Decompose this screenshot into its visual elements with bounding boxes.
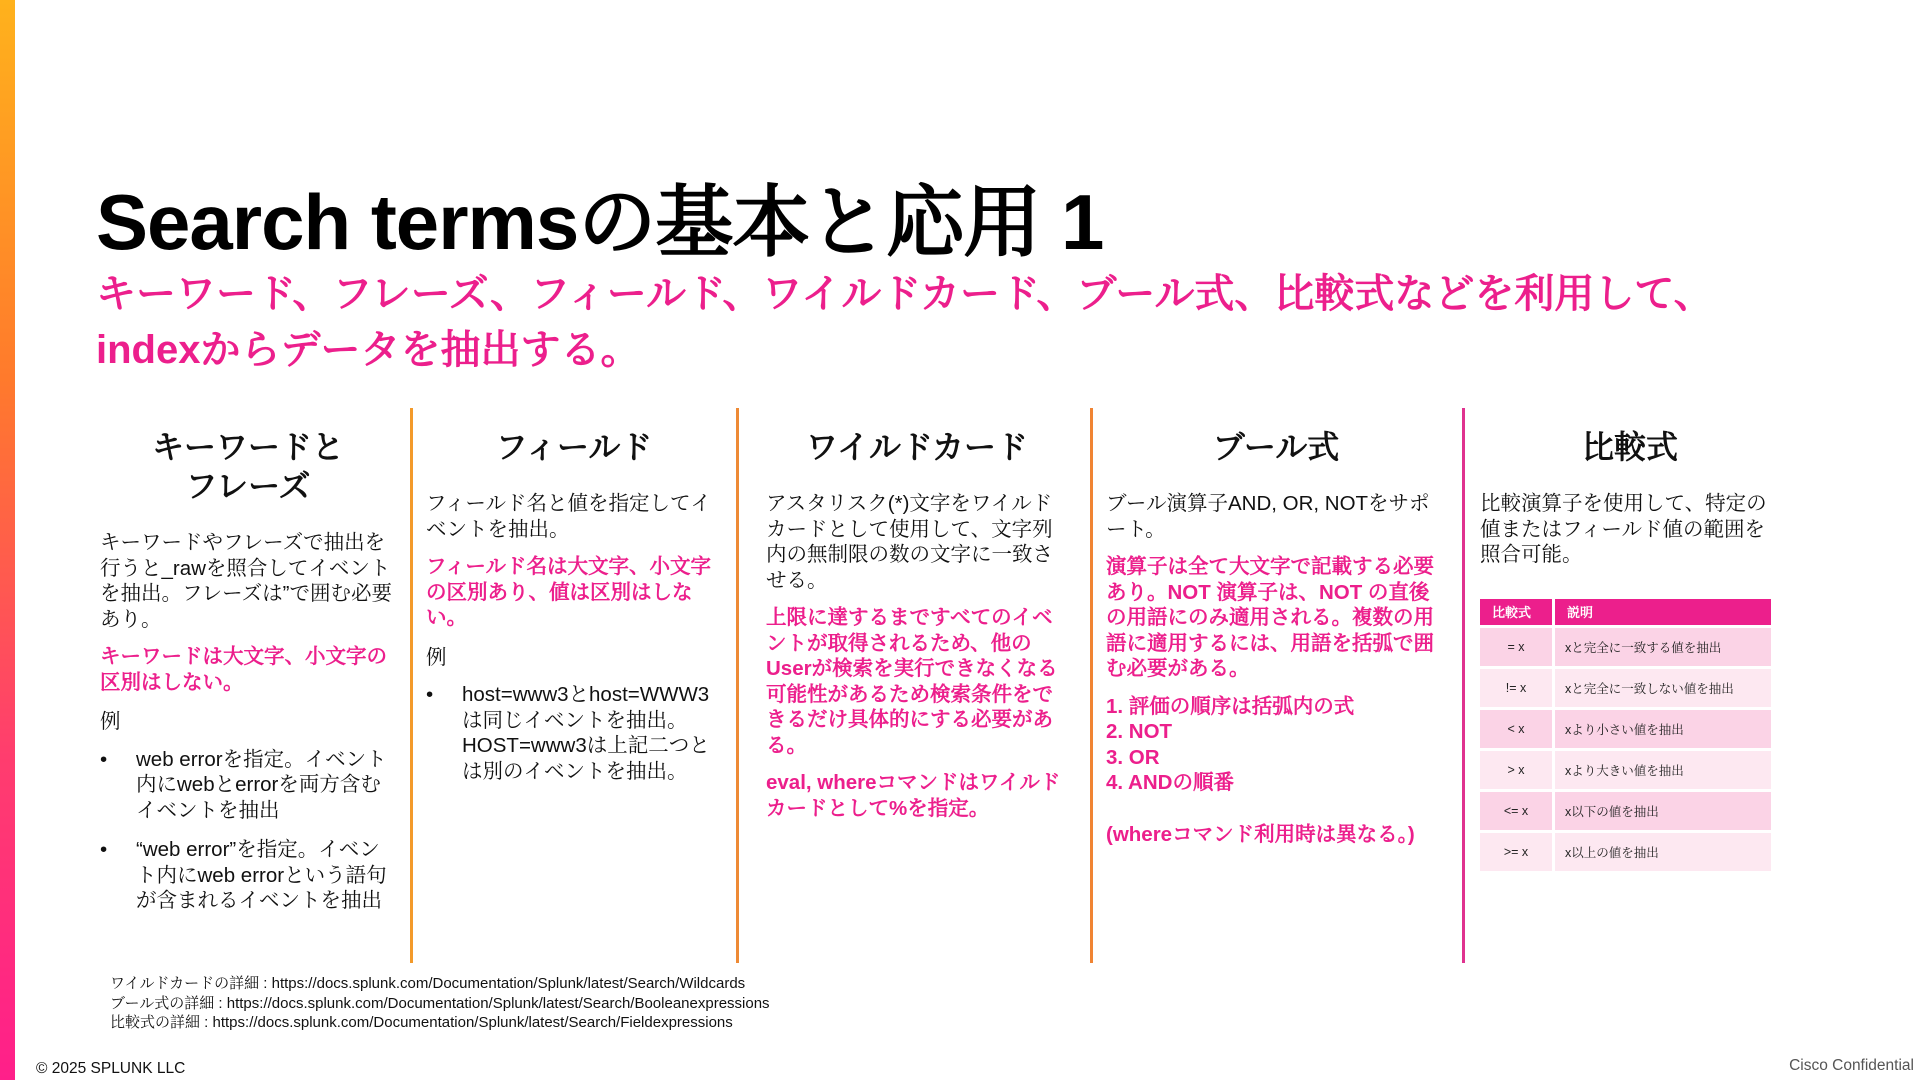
column-description: フィールド名と値を指定してイベントを抽出。	[426, 492, 711, 541]
column-divider	[1462, 408, 1465, 963]
column-title: フィールド	[495, 429, 653, 465]
example-label: 例	[100, 710, 121, 733]
column-description: ブール演算子AND, OR, NOTをサポート。	[1106, 492, 1430, 541]
table-row	[1480, 833, 1771, 871]
list-item: 2. NOT	[1106, 720, 1173, 743]
column-description: 比較演算子を使用して、特定の値またはフィールド値の範囲を照合可能。	[1480, 492, 1767, 566]
table-cell: > x	[1480, 751, 1552, 789]
column-divider	[410, 408, 413, 963]
footer-copyright: © 2025 SPLUNK LLC	[36, 1060, 186, 1077]
column-boolean	[1106, 428, 1446, 847]
table-header: 説明	[1555, 599, 1771, 625]
list-item: • “web error”を指定。イベント内にweb errorという語句が含まれるイベントを抽出	[100, 838, 387, 912]
table-row	[1480, 710, 1771, 748]
evaluation-order-list	[1106, 694, 1446, 796]
example-list	[100, 747, 396, 914]
table-cell: x以下の値を抽出	[1555, 792, 1771, 830]
column-title: ワイルドカード	[805, 429, 1029, 465]
reference-link-wildcards[interactable]: ワイルドカードの詳細 : https://docs.splunk.com/Documentation/Splunk/latest/Search/Wildcards	[110, 975, 746, 992]
column-wildcard	[766, 428, 1068, 821]
list-item: • host=www3とhost=WWW3は同じイベントを抽出。HOST=www3は上記二つとは別のイベントを抽出。	[426, 683, 710, 783]
column-keyword	[100, 428, 396, 928]
table-row	[1480, 751, 1771, 789]
column-description: アスタリスク(*)文字をワイルドカードとして使用して、文字列内の無制限の数の文字に一致させる。	[766, 492, 1053, 592]
column-description: キーワードやフレーズで抽出を行うと_rawを照合してイベントを抽出。フレーズは”で囲む必要あり。	[100, 531, 392, 631]
table-cell: xと完全に一致する値を抽出	[1555, 628, 1771, 666]
table-cell: != x	[1480, 669, 1552, 707]
page-subtitle: キーワード、フレーズ、フィールド、ワイルドカード、ブール式、比較式などを利用して、indexからデータを抽出する。	[96, 272, 1714, 372]
table-cell: >= x	[1480, 833, 1552, 871]
table-cell: xと完全に一致しない値を抽出	[1555, 669, 1771, 707]
column-comparison	[1480, 428, 1780, 874]
columns-section	[0, 408, 1920, 963]
column-field	[426, 428, 722, 798]
table-cell: < x	[1480, 710, 1552, 748]
table-row	[1480, 628, 1771, 666]
column-highlight: 上限に達するまですべてのイベントが取得されるため、他のUserが検索を実行できなくなる可能性があるため検索条件をできるだけ具体的にする必要がある。	[766, 606, 1058, 757]
list-item: 4. ANDの順番	[1106, 771, 1234, 794]
comparison-table	[1477, 596, 1774, 874]
list-item: 3. OR	[1106, 745, 1160, 769]
reference-links	[110, 974, 770, 1033]
column-highlight: 演算子は全て大文字で記載する必要あり。NOT 演算子は、NOT の直後の用語にのみ適用される。複数の用語に適用するには、用語を括弧で囲む必要がある。	[1106, 555, 1434, 680]
column-title: キーワードと フレーズ	[151, 429, 344, 504]
table-row	[1480, 669, 1771, 707]
footer-confidential: Cisco Confidential	[1789, 1057, 1914, 1074]
reference-link-field-expressions[interactable]: 比較式の詳細 : https://docs.splunk.com/Documentation/Splunk/latest/Search/Fieldexpressions	[110, 1014, 733, 1031]
table-header: 比較式	[1480, 599, 1552, 625]
column-title: 比較式	[1581, 429, 1678, 465]
column-highlight: eval, whereコマンドはワイルドカードとして%を指定。	[766, 771, 1061, 820]
table-cell: xより大きい値を抽出	[1555, 751, 1771, 789]
list-item: 1. 評価の順序は括弧内の式	[1106, 694, 1355, 718]
column-note: (whereコマンド利用時は異なる。)	[1106, 822, 1415, 846]
example-label: 例	[426, 645, 447, 669]
example-list	[426, 682, 722, 784]
table-cell: <= x	[1480, 792, 1552, 830]
table-cell: x以上の値を抽出	[1555, 833, 1771, 871]
list-item: • web errorを指定。イベント内にwebとerrorを両方含むイベントを抽出	[100, 747, 387, 822]
page-title: Search termsの基本と応用 1	[96, 178, 1104, 266]
table-cell: xより小さい値を抽出	[1555, 710, 1771, 748]
table-cell: = x	[1480, 628, 1552, 666]
table-header-row	[1480, 599, 1771, 625]
column-highlight: フィールド名は大文字、小文字の区別あり、値は区別はしない。	[426, 555, 711, 629]
table-row	[1480, 792, 1771, 830]
reference-link-boolean[interactable]: ブール式の詳細 : https://docs.splunk.com/Documentation/Splunk/latest/Search/Booleanexpressions	[110, 994, 770, 1012]
column-divider	[736, 408, 739, 963]
column-divider	[1090, 408, 1093, 963]
column-title: ブール式	[1212, 429, 1340, 465]
column-highlight: キーワードは大文字、小文字の区別はしない。	[100, 645, 387, 694]
